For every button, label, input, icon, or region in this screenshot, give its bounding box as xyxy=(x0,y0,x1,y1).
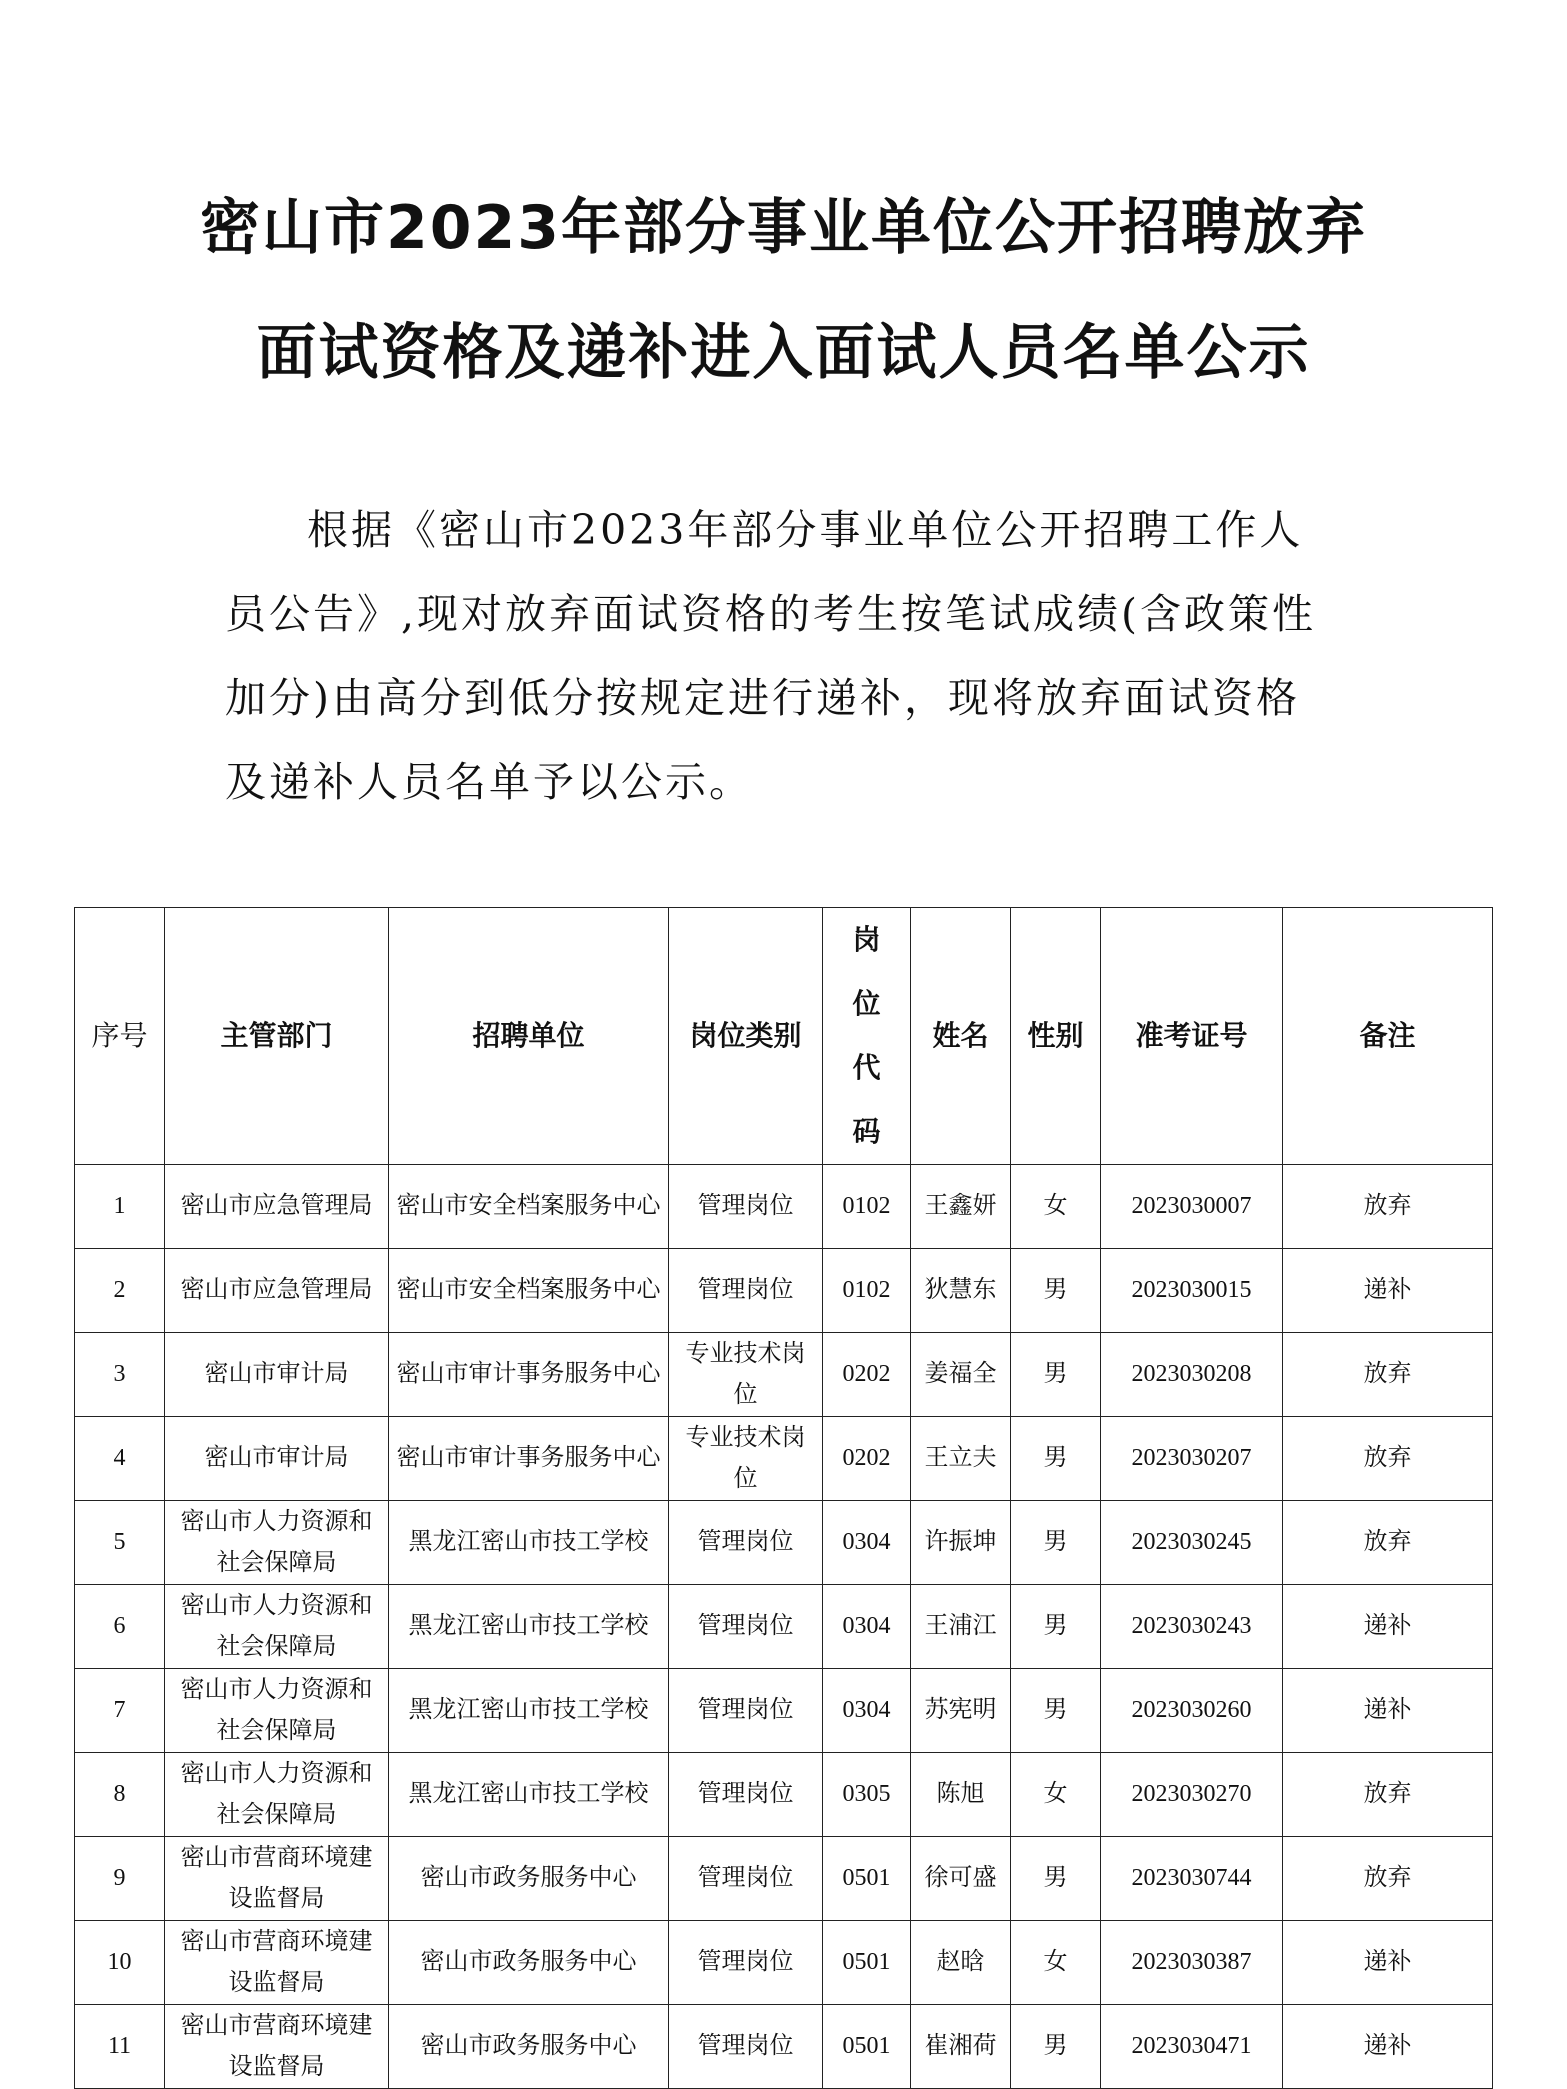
cell-remark: 放弃 xyxy=(1283,1165,1493,1249)
cell-department: 密山市人力资源和社会保障局 xyxy=(165,1753,389,1837)
cell-remark: 递补 xyxy=(1283,1921,1493,2005)
table-row xyxy=(75,1585,1493,1669)
cell-post-type: 管理岗位 xyxy=(669,1165,823,1249)
cell-department: 密山市人力资源和社会保障局 xyxy=(165,1669,389,1753)
cell-remark: 递补 xyxy=(1283,1249,1493,1333)
cell-remark: 放弃 xyxy=(1283,1333,1493,1417)
cell-unit: 密山市审计事务服务中心 xyxy=(389,1417,669,1501)
cell-exam-number: 2023030243 xyxy=(1101,1585,1283,1669)
cell-name: 苏宪明 xyxy=(911,1669,1011,1753)
table-row xyxy=(75,1249,1493,1333)
cell-exam-number: 2023030208 xyxy=(1101,1333,1283,1417)
cell-seq: 1 xyxy=(75,1165,165,1249)
cell-unit: 黑龙江密山市技工学校 xyxy=(389,1669,669,1753)
cell-post-code: 0501 xyxy=(823,1921,911,2005)
cell-post-code: 0202 xyxy=(823,1417,911,1501)
document-title-line2: 面试资格及递补进入面试人员名单公示 xyxy=(256,318,1311,388)
cell-post-code: 0304 xyxy=(823,1669,911,1753)
cell-post-code: 0501 xyxy=(823,2005,911,2089)
cell-exam-number: 2023030207 xyxy=(1101,1417,1283,1501)
header-remark: 备注 xyxy=(1283,908,1493,1165)
cell-gender: 女 xyxy=(1011,1165,1101,1249)
cell-post-type: 管理岗位 xyxy=(669,1921,823,2005)
cell-gender: 男 xyxy=(1011,1837,1101,1921)
header-department: 主管部门 xyxy=(165,908,389,1165)
cell-post-code: 0501 xyxy=(823,1837,911,1921)
table-row xyxy=(75,1669,1493,1753)
table-row xyxy=(75,1501,1493,1585)
cell-department: 密山市人力资源和社会保障局 xyxy=(165,1585,389,1669)
cell-seq: 2 xyxy=(75,1249,165,1333)
header-name: 姓名 xyxy=(911,908,1011,1165)
cell-department: 密山市应急管理局 xyxy=(165,1165,389,1249)
table-row xyxy=(75,1837,1493,1921)
cell-gender: 女 xyxy=(1011,1753,1101,1837)
cell-seq: 8 xyxy=(75,1753,165,1837)
header-seq: 序号 xyxy=(75,908,165,1165)
cell-post-code: 0305 xyxy=(823,1753,911,1837)
cell-unit: 密山市政务服务中心 xyxy=(389,1921,669,2005)
cell-department: 密山市营商环境建设监督局 xyxy=(165,1921,389,2005)
cell-unit: 黑龙江密山市技工学校 xyxy=(389,1585,669,1669)
cell-exam-number: 2023030260 xyxy=(1101,1669,1283,1753)
table-row xyxy=(75,1417,1493,1501)
cell-unit: 密山市安全档案服务中心 xyxy=(389,1165,669,1249)
cell-seq: 3 xyxy=(75,1333,165,1417)
cell-unit: 密山市安全档案服务中心 xyxy=(389,1249,669,1333)
cell-unit: 密山市政务服务中心 xyxy=(389,1837,669,1921)
cell-post-type: 专业技术岗位 xyxy=(669,1417,823,1501)
table-row xyxy=(75,1921,1493,2005)
cell-seq: 9 xyxy=(75,1837,165,1921)
cell-name: 赵晗 xyxy=(911,1921,1011,2005)
header-exam-number: 准考证号 xyxy=(1101,908,1283,1165)
cell-seq: 6 xyxy=(75,1585,165,1669)
cell-post-code: 0102 xyxy=(823,1165,911,1249)
cell-post-code: 0304 xyxy=(823,1585,911,1669)
cell-exam-number: 2023030387 xyxy=(1101,1921,1283,2005)
cell-gender: 男 xyxy=(1011,2005,1101,2089)
document-title-line1: 密山市2023年部分事业单位公开招聘放弃 xyxy=(200,193,1367,263)
cell-remark: 递补 xyxy=(1283,2005,1493,2089)
cell-gender: 男 xyxy=(1011,1585,1101,1669)
cell-post-code: 0102 xyxy=(823,1249,911,1333)
header-post-code: 岗位代码 xyxy=(823,908,911,1165)
cell-exam-number: 2023030245 xyxy=(1101,1501,1283,1585)
cell-seq: 4 xyxy=(75,1417,165,1501)
cell-department: 密山市审计局 xyxy=(165,1333,389,1417)
table-row xyxy=(75,1333,1493,1417)
cell-post-type: 专业技术岗位 xyxy=(669,1333,823,1417)
cell-exam-number: 2023030471 xyxy=(1101,2005,1283,2089)
cell-seq: 10 xyxy=(75,1921,165,2005)
cell-unit: 密山市审计事务服务中心 xyxy=(389,1333,669,1417)
cell-department: 密山市营商环境建设监督局 xyxy=(165,1837,389,1921)
cell-exam-number: 2023030270 xyxy=(1101,1753,1283,1837)
cell-exam-number: 2023030015 xyxy=(1101,1249,1283,1333)
cell-post-code: 0304 xyxy=(823,1501,911,1585)
cell-gender: 女 xyxy=(1011,1921,1101,2005)
cell-remark: 放弃 xyxy=(1283,1837,1493,1921)
cell-post-type: 管理岗位 xyxy=(669,1753,823,1837)
cell-name: 崔湘荷 xyxy=(911,2005,1011,2089)
table-row xyxy=(75,1165,1493,1249)
cell-unit: 黑龙江密山市技工学校 xyxy=(389,1501,669,1585)
cell-post-type: 管理岗位 xyxy=(669,1501,823,1585)
cell-name: 王鑫妍 xyxy=(911,1165,1011,1249)
announcement-paragraph: 根据《密山市2023年部分事业单位公开招聘工作人员公告》,现对放弃面试资格的考生按笔试成绩(含政策性加分)由高分到低分按规定进行递补，现将放弃面试资格及递补人员名单予以公示。 xyxy=(225,506,1317,806)
cell-name: 姜福全 xyxy=(911,1333,1011,1417)
cell-unit: 密山市政务服务中心 xyxy=(389,2005,669,2089)
table-header-row xyxy=(75,908,1493,1165)
cell-seq: 5 xyxy=(75,1501,165,1585)
cell-name: 徐可盛 xyxy=(911,1837,1011,1921)
cell-remark: 放弃 xyxy=(1283,1417,1493,1501)
cell-name: 王立夫 xyxy=(911,1417,1011,1501)
cell-remark: 递补 xyxy=(1283,1669,1493,1753)
cell-exam-number: 2023030007 xyxy=(1101,1165,1283,1249)
cell-name: 狄慧东 xyxy=(911,1249,1011,1333)
cell-name: 王浦江 xyxy=(911,1585,1011,1669)
cell-post-type: 管理岗位 xyxy=(669,1837,823,1921)
cell-gender: 男 xyxy=(1011,1249,1101,1333)
header-unit: 招聘单位 xyxy=(389,908,669,1165)
cell-department: 密山市人力资源和社会保障局 xyxy=(165,1501,389,1585)
cell-post-type: 管理岗位 xyxy=(669,1249,823,1333)
cell-seq: 11 xyxy=(75,2005,165,2089)
cell-exam-number: 2023030744 xyxy=(1101,1837,1283,1921)
cell-post-type: 管理岗位 xyxy=(669,1585,823,1669)
cell-unit: 黑龙江密山市技工学校 xyxy=(389,1753,669,1837)
cell-department: 密山市审计局 xyxy=(165,1417,389,1501)
cell-remark: 放弃 xyxy=(1283,1501,1493,1585)
table-row xyxy=(75,2005,1493,2089)
header-post-type: 岗位类别 xyxy=(669,908,823,1165)
cell-department: 密山市应急管理局 xyxy=(165,1249,389,1333)
cell-name: 陈旭 xyxy=(911,1753,1011,1837)
cell-gender: 男 xyxy=(1011,1501,1101,1585)
cell-remark: 递补 xyxy=(1283,1585,1493,1669)
cell-department: 密山市营商环境建设监督局 xyxy=(165,2005,389,2089)
cell-gender: 男 xyxy=(1011,1669,1101,1753)
header-gender: 性别 xyxy=(1011,908,1101,1165)
cell-post-type: 管理岗位 xyxy=(669,2005,823,2089)
cell-gender: 男 xyxy=(1011,1417,1101,1501)
cell-post-type: 管理岗位 xyxy=(669,1669,823,1753)
cell-post-code: 0202 xyxy=(823,1333,911,1417)
candidate-table xyxy=(74,907,1493,2089)
cell-remark: 放弃 xyxy=(1283,1753,1493,1837)
cell-name: 许振坤 xyxy=(911,1501,1011,1585)
table-row xyxy=(75,1753,1493,1837)
cell-seq: 7 xyxy=(75,1669,165,1753)
cell-gender: 男 xyxy=(1011,1333,1101,1417)
